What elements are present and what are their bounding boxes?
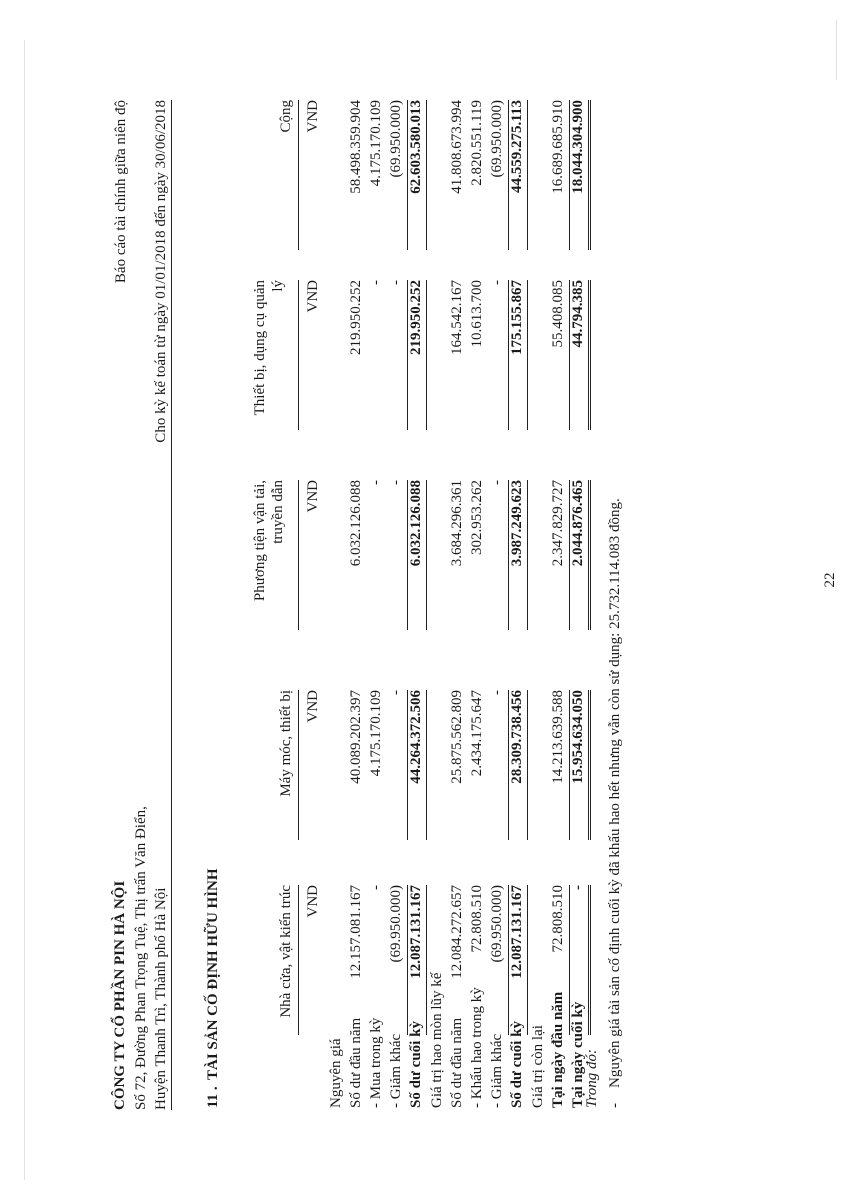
subtotal-rule: [527, 280, 528, 430]
table-cell: (69.950.000): [489, 100, 505, 178]
subtotal-rule: [508, 690, 509, 840]
column-header: Máy móc, thiết bị: [278, 690, 294, 797]
table-cell: 28.309.738.456: [509, 690, 525, 784]
table-cell: 3.684.296.361: [449, 480, 465, 567]
table-cell: 40.089.202.397: [348, 690, 364, 784]
table-cell: 10.613.700: [469, 280, 485, 348]
table-cell: 219.950.252: [348, 280, 364, 355]
subtotal-rule: [426, 885, 427, 1035]
subtotal-rule: [407, 280, 408, 430]
table-cell: (69.950.000): [489, 885, 505, 963]
table-cell: 2.820.551.119: [469, 100, 485, 186]
table-cell: 12.157.081.167: [348, 885, 364, 979]
subtotal-rule: [508, 100, 509, 250]
row-label: - Mua trong kỳ: [368, 1017, 384, 1108]
subtotal-rule: [569, 480, 570, 630]
subtotal-rule: [569, 280, 570, 430]
column-header-rule: [298, 690, 299, 840]
row-label: Giá trị còn lại: [530, 1025, 546, 1108]
column-header: Cộng: [278, 100, 294, 133]
table-cell: 15.954.634.050: [570, 690, 586, 784]
table-cell: 12.087.131.167: [509, 885, 525, 979]
table-cell: 2.434.175.647: [469, 690, 485, 777]
column-header-line2: lý: [270, 280, 286, 292]
subtotal-rule: [508, 885, 509, 1035]
table-cell: -: [489, 690, 505, 695]
table-cell: 6.032.126.088: [408, 480, 424, 567]
column-header-line2: truyền dẫn: [270, 480, 286, 544]
column-unit: VND: [305, 480, 321, 513]
subtotal-rule: [426, 690, 427, 840]
table-cell: 12.087.131.167: [408, 885, 424, 979]
table-cell: 72.808.510: [469, 885, 485, 953]
table-cell: -: [368, 280, 384, 285]
notes-heading: Trong đó:: [584, 1048, 600, 1108]
notes-text: Nguyên giá tài sản cố định cuối kỳ đã khấu hao hết nhưng vẫn còn sử dụng: 25.732.114.083 đồng.: [607, 498, 623, 1088]
row-label: Số dư cuối kỳ: [408, 1021, 424, 1108]
subtotal-rule: [569, 100, 570, 250]
table-cell: 44.559.275.113: [509, 100, 525, 193]
section-title: TÀI SẢN CỐ ĐỊNH HỮU HÌNH: [205, 868, 221, 1080]
subtotal-rule: [527, 690, 528, 840]
header-rule: [171, 100, 172, 1110]
table-cell: -: [388, 480, 404, 485]
table-cell: -: [489, 480, 505, 485]
notes-bullet: -: [607, 1103, 623, 1108]
table-cell: 16.689.685.910: [550, 100, 566, 194]
table-cell: (69.950.000): [388, 100, 404, 178]
table-cell: 4.175.170.109: [368, 100, 384, 187]
table-cell: 2.347.829.727: [550, 480, 566, 567]
subtotal-rule: [527, 100, 528, 250]
row-label: Số dư đầu năm: [348, 1017, 364, 1108]
subtotal-rule: [569, 690, 570, 840]
total-double-rule: [588, 690, 591, 840]
report-title: Báo cáo tài chính giữa niên độ: [113, 100, 129, 284]
table-cell: -: [368, 885, 384, 890]
table-cell: 55.408.085: [550, 280, 566, 348]
section-number: 11 .: [205, 1086, 221, 1108]
subtotal-rule: [426, 480, 427, 630]
scan-edge-left: [24, 40, 25, 1180]
table-cell: 62.603.580.013: [408, 100, 424, 194]
subtotal-rule: [508, 280, 509, 430]
subtotal-rule: [426, 280, 427, 430]
table-cell: -: [388, 280, 404, 285]
subtotal-rule: [527, 480, 528, 630]
column-header: Phương tiện vận tải,: [252, 480, 268, 602]
company-name: CÔNG TY CỔ PHẦN PIN HÀ NỘI: [112, 880, 128, 1110]
table-cell: 44.794.385: [570, 280, 586, 348]
column-header: Thiết bị, dụng cụ quản: [252, 280, 268, 416]
row-label: - Giảm khác: [388, 1033, 404, 1108]
total-double-rule: [588, 480, 591, 630]
row-label: Số dư cuối kỳ: [509, 1021, 525, 1108]
total-double-rule: [588, 280, 591, 430]
column-unit: VND: [305, 885, 321, 918]
column-unit: VND: [305, 280, 321, 313]
page-number: 22: [822, 572, 838, 588]
subtotal-rule: [407, 690, 408, 840]
rotated-report-sheet: [40, 40, 838, 1180]
row-label: Nguyên giá: [328, 1038, 344, 1108]
table-cell: 72.808.510: [550, 885, 566, 953]
subtotal-rule: [407, 480, 408, 630]
company-address-line2: Huyện Thanh Trì, Thành phố Hà Nội: [153, 887, 169, 1110]
column-header-rule: [298, 100, 299, 250]
table-cell: 18.044.304.900: [570, 100, 586, 194]
total-double-rule: [588, 100, 591, 250]
column-header-rule: [298, 885, 299, 1035]
table-cell: -: [388, 690, 404, 695]
row-label: - Khấu hao trong kỳ: [469, 987, 485, 1108]
column-unit: VND: [305, 100, 321, 133]
table-cell: 6.032.126.088: [348, 480, 364, 567]
subtotal-rule: [426, 100, 427, 250]
subtotal-rule: [569, 885, 570, 1035]
table-cell: 2.044.876.465: [570, 480, 586, 567]
table-cell: 58.498.359.904: [348, 100, 364, 194]
row-label: Số dư đầu năm: [449, 1017, 465, 1108]
table-cell: 219.950.252: [408, 280, 424, 355]
row-label: Giá trị hao mòn lũy kế: [429, 972, 445, 1108]
row-label: Tại ngày cuối kỳ: [570, 1001, 586, 1108]
table-cell: 164.542.167: [449, 280, 465, 355]
table-cell: 25.875.562.809: [449, 690, 465, 784]
subtotal-rule: [508, 480, 509, 630]
row-label: Tại ngày đầu năm: [550, 991, 566, 1108]
subtotal-rule: [527, 885, 528, 1035]
company-address-line1: Số 72, Đường Phan Trọng Tuệ, Thị trấn Văn Điển,: [133, 806, 149, 1110]
column-unit: VND: [305, 690, 321, 723]
table-cell: 41.808.673.994: [449, 100, 465, 194]
subtotal-rule: [407, 885, 408, 1035]
column-header-rule: [298, 480, 299, 630]
table-cell: 14.213.639.588: [550, 690, 566, 784]
report-period: Cho kỳ kế toán từ ngày 01/01/2018 đến ngày 30/06/2018: [153, 100, 169, 443]
table-cell: -: [489, 280, 505, 285]
column-header: Nhà cửa, vật kiến trúc: [278, 885, 294, 1018]
table-cell: 302.953.262: [469, 480, 485, 555]
column-header-rule: [298, 280, 299, 430]
table-cell: -: [570, 885, 586, 890]
table-cell: 44.264.372.506: [408, 690, 424, 784]
table-cell: 4.175.170.109: [368, 690, 384, 777]
table-cell: (69.950.000): [388, 885, 404, 963]
scan-edge-right: [836, 20, 837, 80]
row-label: - Giảm khác: [489, 1033, 505, 1108]
subtotal-rule: [407, 100, 408, 250]
total-double-rule: [588, 885, 591, 1035]
table-cell: 12.084.272.657: [449, 885, 465, 979]
table-cell: 3.987.249.623: [509, 480, 525, 567]
table-cell: 175.155.867: [509, 280, 525, 355]
table-cell: -: [368, 480, 384, 485]
